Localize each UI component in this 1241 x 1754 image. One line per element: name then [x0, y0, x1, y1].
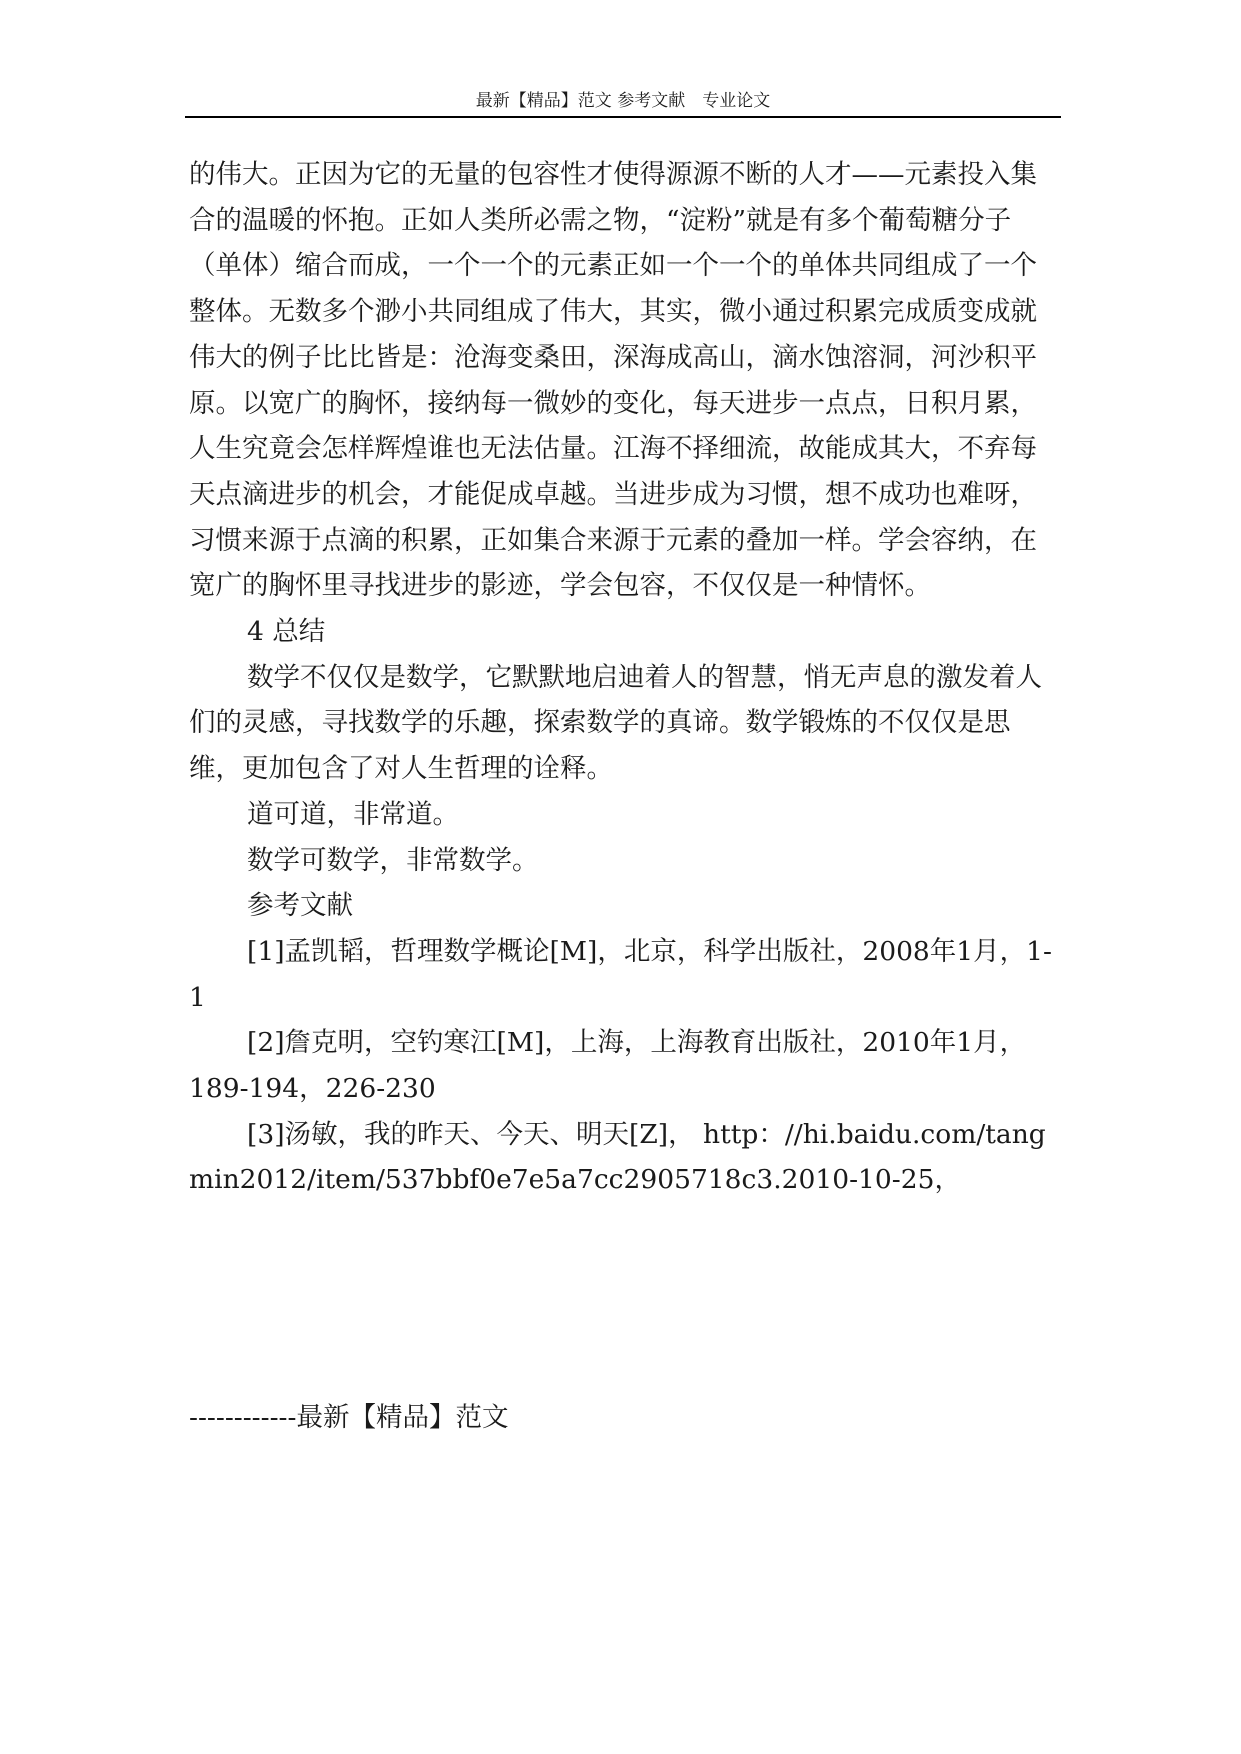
- body-paragraph: 数学不仅仅是数学，它默默地启迪着人的智慧，悄无声息的激发着人们的灵感，寻找数学的乐趣，探索数学的真谛。数学锻炼的不仅仅是思维，更加包含了对人生哲理的诠释。: [189, 661, 1042, 785]
- page-footer: [189, 1398, 508, 1438]
- section-heading: 4 总结: [247, 616, 326, 648]
- footer-text: ------------最新【精品】范文: [189, 1402, 509, 1433]
- reference-item: [2]詹克明，空钓寒江[M]，上海，上海教育出版社，2010年1月，189-194，226-230: [189, 1027, 1027, 1105]
- references-heading: 参考文献: [247, 890, 353, 922]
- body-paragraph: 的伟大。正因为它的无量的包容性才使得源源不断的人才——元素投入集合的温暖的怀抱。正如人类所必需之物，“淀粉”就是有多个葡萄糖分子（单体）缩合而成，一个一个的元素正如一个一个的单体共同组成了一个整体。无数多个渺小共同组成了伟大，其实，微小通过积累完成质变成就伟大的例子比比皆是：沧海变桑田，深海成高山，滴水蚀溶洞，河沙积平原。以宽广的胸怀，接纳每一微妙的变化，每天进步一点点，日积月累，人生究竟会怎样辉煌谁也无法估量。江海不择细流，故能成其大，不弃每天点滴进步的机会，才能促成卓越。当进步成为习惯，想不成功也难呀，习惯来源于点滴的积累，正如集合来源于元素的叠加一样。学会容纳，在宽广的胸怀里寻找进步的影迹，学会包容，不仅仅是一种情怀。: [189, 159, 1037, 602]
- header-text: 最新【精品】范文 参考文献 专业论文: [475, 91, 771, 111]
- quote-line: 数学可数学，非常数学。: [247, 844, 539, 876]
- document-body: [189, 152, 1059, 1203]
- quote-line: 道可道，非常道。: [247, 798, 459, 830]
- reference-item: [3]汤敏，我的昨天、今天、明天[Z]， http：//hi.baidu.com/tangmin2012/item/537bbf0e7e5a7cc2905718c3.2010-10-25，: [189, 1118, 1046, 1196]
- page-header: [185, 86, 1061, 118]
- reference-item: [1]孟凯韬，哲理数学概论[M]，北京，科学出版社，2008年1月，1-1: [189, 935, 1052, 1013]
